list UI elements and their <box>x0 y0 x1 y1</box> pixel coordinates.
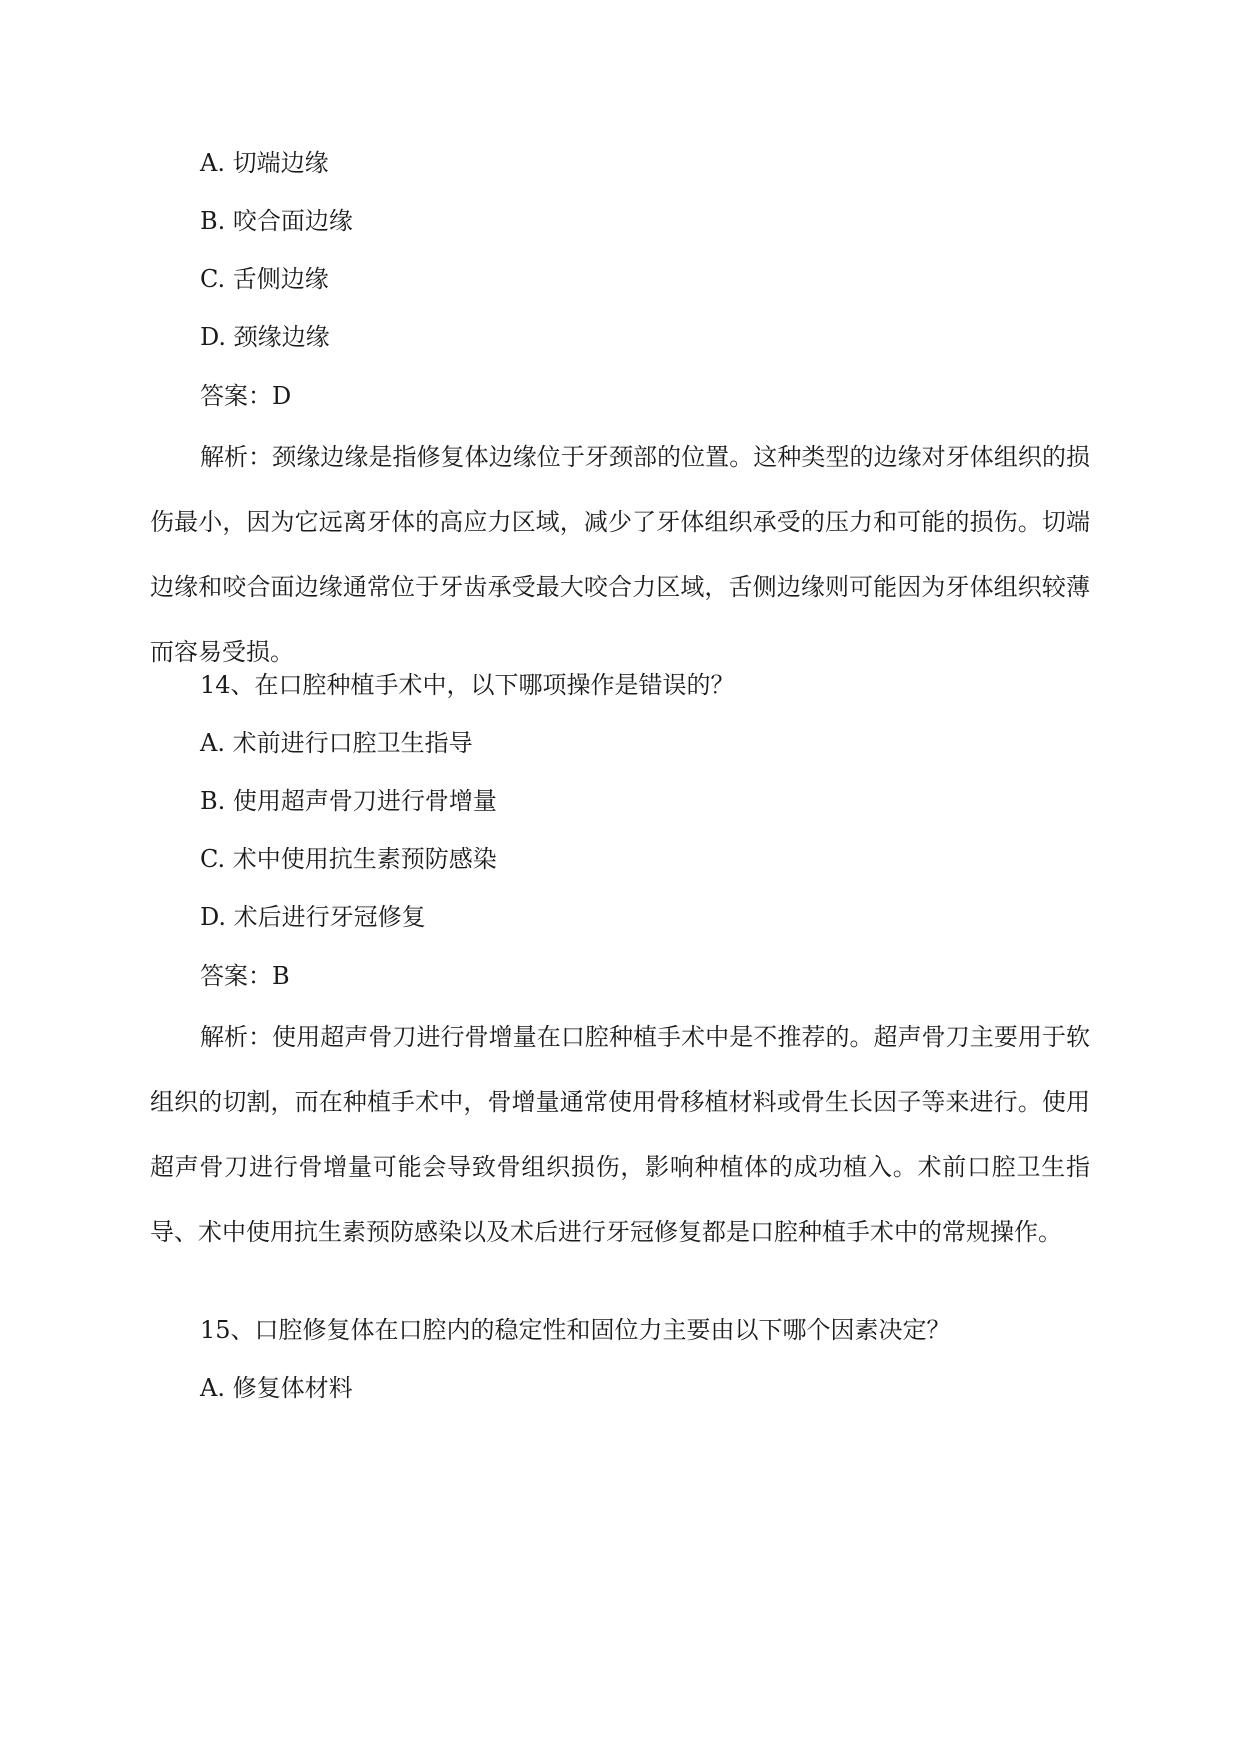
q14-option-a: A. 术前进行口腔卫生指导 <box>200 729 473 757</box>
q13-option-c: C. 舌侧边缘 <box>200 265 329 293</box>
q14-explanation: 解析：使用超声骨刀进行骨增量在口腔种植手术中是不推荐的。超声骨刀主要用于软组织的切割，而在种植手术中，骨增量通常使用骨移植材料或骨生长因子等来进行。使用超声骨刀进行骨增量可能会导致骨组织损伤，影响种植体的成功植入。术前口腔卫生指导、术中使用抗生素预防感染以及术后进行牙冠修复都是口腔种植手术中的常规操作。 <box>150 1023 1090 1246</box>
q15-question: 15、口腔修复体在口腔内的稳定性和固位力主要由以下哪个因素决定？ <box>200 1316 951 1344</box>
q13-answer: 答案：D <box>200 382 292 410</box>
q14-option-d: D. 术后进行牙冠修复 <box>200 903 426 931</box>
q13-option-a: A. 切端边缘 <box>200 149 329 177</box>
q13-option-d: D. 颈缘边缘 <box>200 323 330 351</box>
q13-explanation: 解析：颈缘边缘是指修复体边缘位于牙颈部的位置。这种类型的边缘对牙体组织的损伤最小，因为它远离牙体的高应力区域，减少了牙体组织承受的压力和可能的损伤。切端边缘和咬合面边缘通常位于牙齿承受最大咬合力区域，舌侧边缘则可能因为牙体组织较薄而容易受损。 <box>150 443 1090 666</box>
q13-option-b: B. 咬合面边缘 <box>200 207 353 235</box>
q14-option-b: B. 使用超声骨刀进行骨增量 <box>200 787 497 815</box>
q14-option-c: C. 术中使用抗生素预防感染 <box>200 845 497 873</box>
q15-option-a: A. 修复体材料 <box>200 1374 353 1402</box>
q14-question: 14、在口腔种植手术中，以下哪项操作是错误的？ <box>200 671 735 699</box>
q14-answer: 答案：B <box>200 962 290 990</box>
